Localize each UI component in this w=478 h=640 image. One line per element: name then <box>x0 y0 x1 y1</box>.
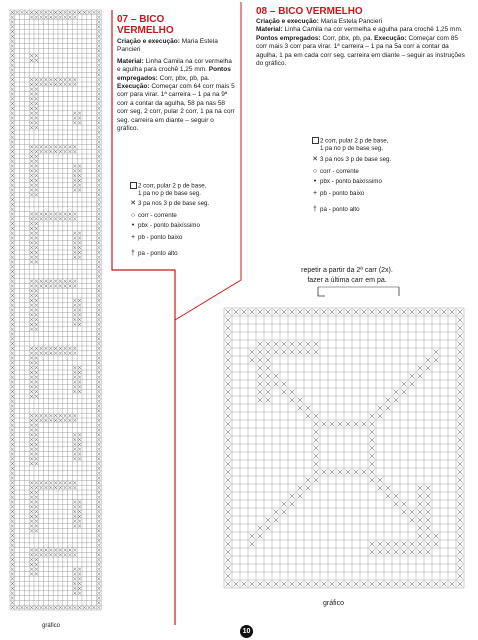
legend-item: 2 corr, pular 2 p de base, <box>138 182 207 190</box>
dot-icon: • <box>313 178 317 185</box>
legend-item: pb - ponto baixo <box>138 234 183 241</box>
right-material-label: Material: <box>256 26 283 34</box>
right-exec-text: Começar com 85 corr mais 3 corr para virar. 1ª carreira – 1 pa na 5a corr a contar da agulha, 1 pa em cada corr seg. carreira em diante – seguir as instruções do gráfico. <box>256 34 465 68</box>
cross-icon: ✕ <box>312 156 318 163</box>
right-caption: gráfico <box>323 600 345 607</box>
legend-item: 1 pa no p de base seg. <box>138 190 201 197</box>
hook-icon: † <box>313 206 317 213</box>
legend-item: pbx - ponto baixíssimo <box>138 222 200 229</box>
legend-item: 1 pa no p de base seg. <box>320 145 383 152</box>
left-material-label: Material: <box>117 57 144 65</box>
page-number: 10 <box>242 628 251 635</box>
left-material-text: Linha Camila na cor vermelha e agulha para crochê 1,25 mm. <box>117 57 232 74</box>
right-points-text: Corr, pbx, pb, pa. <box>322 34 373 42</box>
legend-item: pa - ponto alto <box>320 206 360 213</box>
right-filet-grid <box>222 306 466 592</box>
left-title-line2: VERMELHO <box>117 25 174 36</box>
legend-item: 2 corr, pular 2 p de base, <box>320 137 389 145</box>
repeat-note-line1: repetir a partir da 2ª carr (2x). <box>301 267 393 274</box>
page-number-badge <box>240 625 253 638</box>
right-credit-label: Criação e execução: <box>256 18 319 25</box>
legend-item: corr - corrente <box>138 212 177 219</box>
left-exec-text: Começar com 64 corr mais 5 corr para virar. 1ª carreira – 1 pa na 9ª corr a contar da agulha, 58 pa nas 58 corr seg, 2 corr, pular 2 corr, 1 pa na corr seg. carreira em diante – seguir o gráfico. <box>117 83 235 133</box>
left-credit-label: Criação e execução: <box>117 38 180 45</box>
legend-item: pbx - ponto baixíssimo <box>320 178 382 185</box>
legend-item: corr - corrente <box>320 168 359 175</box>
hook-icon: † <box>131 250 135 257</box>
right-points-label: Pontos empregados: <box>256 34 321 42</box>
legend-item: pb - ponto baixo <box>320 190 365 197</box>
plus-icon: + <box>312 190 318 197</box>
right-exec-label: Execução: <box>374 34 407 42</box>
right-credit-name: Maria Estela Pancieri <box>320 18 383 25</box>
circle-icon: ○ <box>312 168 318 175</box>
cross-icon: ✕ <box>130 200 136 207</box>
repeat-note-line2: fazer a última carr em pa. <box>307 277 387 284</box>
left-credit-name: Maria Estela Pancieri <box>117 38 218 54</box>
left-points-label: Pontos empregados: <box>117 66 231 82</box>
left-exec-label: Execução: <box>117 83 150 91</box>
left-title-line1: 07 – BICO <box>117 14 165 25</box>
left-caption: gráfico <box>42 623 61 629</box>
legend-item: 3 pa nos 3 p de base seg. <box>138 200 210 207</box>
dot-icon: • <box>131 222 135 229</box>
legend-item: 3 pa nos 3 p de base seg. <box>320 156 392 163</box>
legend-item: pa - ponto alto <box>138 250 178 257</box>
plus-icon: + <box>130 234 136 241</box>
circle-icon: ○ <box>130 212 136 219</box>
right-material-text: Linha Camila na cor vermelha e agulha para crochê 1,25 mm. <box>284 26 463 34</box>
right-title: 08 – BICO VERMELHO <box>256 6 363 17</box>
left-points-text: Corr, pbx, pb, pa. <box>159 74 210 82</box>
